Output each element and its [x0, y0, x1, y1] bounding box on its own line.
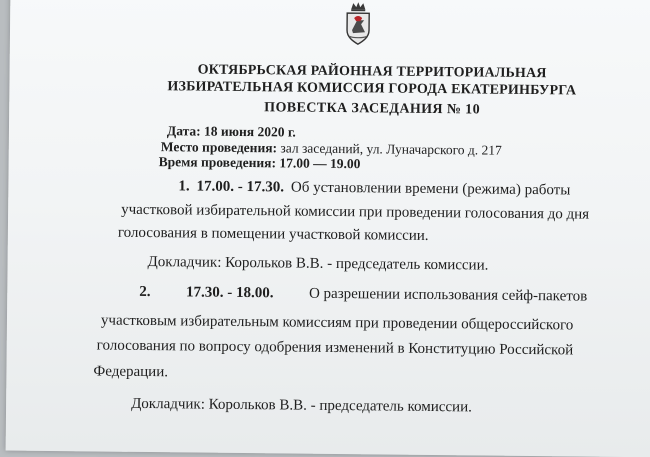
document-page — [6, 0, 650, 457]
date-value: 18 июня 2020 г. — [203, 123, 296, 140]
item-1-line3: голосования в помещении участковой комиссии. — [117, 224, 429, 244]
item-1-number: 1. — [178, 178, 190, 195]
time-label: Время проведения: — [158, 154, 277, 171]
date-label: Дата: — [166, 123, 201, 139]
item-1-speaker: Докладчик: Корольков В.В. - председатель комиссии. — [147, 254, 489, 274]
time-value: 17.00 — 19.00 — [279, 155, 361, 172]
item-1-time: 17.00. - 17.30. — [196, 178, 285, 196]
header-line-2: ИЗБИРАТЕЛЬНАЯ КОМИССИЯ ГОРОДА ЕКАТЕРИНБУРГА — [167, 79, 577, 99]
agenda-title: ПОВЕСТКА ЗАСЕДАНИЯ № 10 — [264, 100, 481, 118]
meta-time — [159, 154, 361, 172]
place-value: зал заседаний, ул. Луначарского д. 217 — [280, 140, 502, 158]
item-2-line4: Федерации. — [93, 363, 169, 381]
item-1-line1: Об установлении времени (режима) работы — [290, 179, 571, 199]
item-2-number: 2. — [139, 283, 151, 301]
coat-of-arms-icon — [341, 0, 375, 46]
item-2-speaker: Докладчик: Корольков В.В. - председатель комиссии. — [131, 395, 472, 416]
header-line-1: ОКТЯБРЬСКАЯ РАЙОННАЯ ТЕРРИТОРИАЛЬНАЯ — [197, 62, 547, 82]
agenda-item-1-first-line — [178, 178, 570, 199]
agenda-item-2-first-line — [139, 284, 587, 306]
item-2-line2: участковым избирательным комиссиям при проведении общероссийского — [100, 312, 574, 334]
meta-date — [167, 123, 296, 140]
item-2-line1: О разрешении использования сейф-пакетов — [308, 285, 588, 305]
place-label: Место проведения: — [160, 139, 278, 156]
item-2-line3: голосования по вопросу одобрения изменений в Конституцию Российской — [96, 337, 574, 359]
item-1-line2: участковой избирательной комиссии при проведении голосования до дня — [121, 201, 590, 223]
item-2-time: 17.30. - 18.00. — [185, 284, 274, 302]
